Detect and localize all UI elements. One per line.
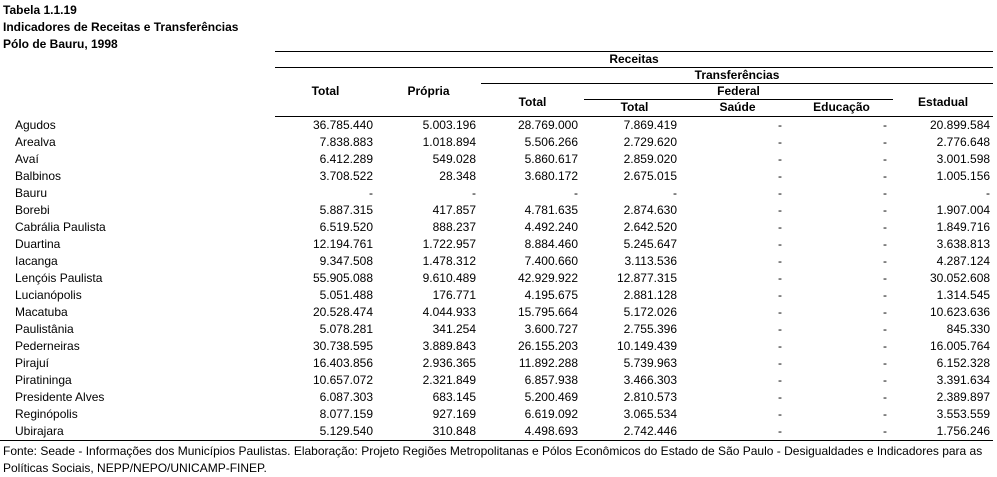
- cell-federal-total: 3.466.303: [623, 373, 677, 387]
- cell-propria: 341.254: [432, 322, 476, 336]
- cell-transf-total: -: [574, 186, 578, 200]
- cell-educacao: -: [883, 152, 887, 166]
- cell-saude: -: [778, 305, 782, 319]
- cell-municipio: Agudos: [15, 117, 56, 132]
- cell-estadual: 3.638.813: [936, 237, 991, 251]
- cell-total: -: [369, 186, 373, 200]
- cell-propria: 176.771: [432, 288, 476, 302]
- cell-saude: -: [778, 271, 782, 285]
- cell-saude: -: [778, 152, 782, 166]
- source-note: Fonte: Seade - Informações dos Municípios Paulistas. Elaboração: Projeto Regiões Metropolitanas e Pólos Econômicos do Estado de São Paulo - Desigualdades e Indicadores para as Políticas Sociais, NEPP/NEPO/UNICAMP-FINEP.: [3, 444, 983, 475]
- cell-municipio: Cabrália Paulista: [15, 220, 106, 234]
- table-titles: [3, 2, 238, 53]
- table-row: [0, 321, 993, 338]
- table-row: [0, 389, 993, 406]
- cell-saude: -: [685, 423, 790, 441]
- cell-estadual: 16.005.764: [929, 339, 991, 353]
- table-subtitle: Pólo de Bauru, 1998: [3, 37, 118, 51]
- cell-total: 55.905.088: [312, 271, 373, 285]
- cell-federal-total: 5.172.026: [623, 305, 677, 319]
- cell-saude: -: [778, 118, 782, 132]
- cell-federal-total: 12.877.315: [616, 271, 677, 285]
- cell-municipio: Pederneiras: [15, 339, 80, 353]
- table-row: [0, 151, 993, 168]
- cell-saude: -: [778, 203, 782, 217]
- cell-federal-total: 2.642.520: [623, 220, 677, 234]
- cell-propria: 1.722.957: [422, 237, 476, 251]
- cell-saude: -: [778, 237, 782, 251]
- cell-federal-total: 2.874.630: [623, 203, 677, 217]
- cell-transf-total: 7.400.660: [524, 254, 578, 268]
- cell-educacao: -: [883, 169, 887, 183]
- cell-estadual: 1.907.004: [936, 203, 991, 217]
- cell-transf-total: 3.600.727: [524, 322, 578, 336]
- cell-federal-total: 2.810.573: [623, 390, 677, 404]
- table-row: [0, 202, 993, 219]
- cell-federal-total: 2.755.396: [623, 322, 677, 336]
- cell-educacao: -: [883, 237, 887, 251]
- cell-total: 36.785.440: [312, 118, 373, 132]
- cell-estadual: 2.776.648: [936, 135, 991, 149]
- header-estadual: Estadual: [918, 95, 969, 109]
- cell-municipio: Pirajuí: [15, 356, 50, 370]
- cell-propria: 417.857: [432, 203, 476, 217]
- cell-estadual: 1.005.156: [936, 169, 991, 183]
- cell-saude: -: [778, 356, 782, 370]
- cell-educacao: -: [790, 423, 893, 441]
- cell-total: 5.887.315: [319, 203, 373, 217]
- cell-saude: -: [778, 220, 782, 234]
- cell-total: 12.194.761: [312, 237, 373, 251]
- header-total: Total: [311, 84, 340, 98]
- cell-educacao: -: [883, 322, 887, 336]
- header-federal: Federal: [584, 84, 893, 100]
- cell-educacao: -: [883, 220, 887, 234]
- cell-educacao: -: [883, 203, 887, 217]
- cell-total: 6.412.289: [319, 152, 373, 166]
- table-row: [0, 253, 993, 270]
- cell-educacao: -: [883, 407, 887, 421]
- cell-transf-total: 42.929.922: [517, 271, 578, 285]
- cell-municipio: Balbinos: [15, 169, 62, 183]
- cell-transf-total: 5.860.617: [524, 152, 578, 166]
- cell-saude: -: [778, 169, 782, 183]
- cell-municipio: Arealva: [15, 135, 56, 149]
- cell-federal-total: 2.729.620: [623, 135, 677, 149]
- table-row: [0, 168, 993, 185]
- cell-total: 16.403.856: [312, 356, 373, 370]
- cell-transf-total: 11.892.288: [518, 356, 578, 370]
- cell-propria: -: [472, 186, 476, 200]
- cell-federal-total: 2.675.015: [623, 169, 677, 183]
- header-federal-total: Total: [620, 100, 649, 114]
- cell-transf-total: 15.795.664: [517, 305, 578, 319]
- cell-municipio: Lençóis Paulista: [15, 271, 103, 285]
- cell-total: 6.087.303: [319, 390, 373, 404]
- cell-educacao: -: [883, 356, 887, 370]
- cell-municipio: Piratininga: [15, 373, 72, 387]
- cell-transf-total: 4.195.675: [524, 288, 578, 302]
- cell-saude: -: [778, 254, 782, 268]
- cell-municipio: Bauru: [15, 186, 48, 200]
- header-saude: Saúde: [719, 100, 756, 114]
- cell-propria: 888.237: [432, 220, 476, 234]
- cell-saude: -: [778, 186, 782, 200]
- cell-propria: 4.044.933: [422, 305, 476, 319]
- cell-transf-total: 6.857.938: [524, 373, 578, 387]
- cell-educacao: -: [883, 271, 887, 285]
- cell-educacao: -: [883, 186, 887, 200]
- cell-federal-total: 2.881.128: [623, 288, 677, 302]
- header-educacao: Educação: [813, 100, 870, 114]
- cell-saude: -: [778, 407, 782, 421]
- cell-saude: -: [778, 373, 782, 387]
- cell-federal-total: 3.113.536: [624, 254, 677, 268]
- table-body: [0, 117, 993, 441]
- cell-propria: 1.018.894: [422, 135, 476, 149]
- table-row: [0, 270, 993, 287]
- cell-total: 3.708.522: [319, 169, 373, 183]
- table-title: Indicadores de Receitas e Transferências: [3, 20, 239, 34]
- cell-educacao: -: [883, 373, 887, 387]
- cell-federal-total: 5.245.647: [623, 237, 677, 251]
- cell-propria: 2.936.365: [422, 356, 476, 370]
- cell-transf-total: 5.506.266: [524, 135, 578, 149]
- cell-municipio: Ubirajara: [0, 423, 275, 441]
- table-row: [0, 134, 993, 151]
- cell-total: 20.528.474: [312, 305, 373, 319]
- cell-educacao: -: [883, 254, 887, 268]
- cell-federal-total: 2.859.020: [623, 152, 677, 166]
- cell-municipio: Presidente Alves: [15, 390, 105, 404]
- cell-educacao: -: [883, 305, 887, 319]
- header-transferencias: Transferências: [481, 68, 993, 84]
- cell-total: 8.077.159: [319, 407, 373, 421]
- cell-transf-total: 4.781.635: [524, 203, 578, 217]
- cell-estadual: 10.623.636: [929, 305, 991, 319]
- cell-estadual: 6.152.328: [936, 356, 991, 370]
- cell-estadual: 3.001.598: [936, 152, 991, 166]
- cell-total: 30.738.595: [312, 339, 373, 353]
- cell-educacao: -: [883, 288, 887, 302]
- cell-total: 10.657.072: [312, 373, 373, 387]
- cell-estadual: 1.756.246: [893, 423, 993, 441]
- cell-estadual: 20.899.584: [929, 118, 991, 132]
- cell-federal-total: 3.065.534: [623, 407, 677, 421]
- cell-transf-total: 28.769.000: [517, 118, 578, 132]
- cell-propria: 310.848: [376, 423, 481, 441]
- table-row: [0, 287, 993, 304]
- header-propria: Própria: [407, 84, 450, 98]
- cell-estadual: 845.330: [946, 322, 991, 336]
- table-row: [0, 355, 993, 372]
- cell-municipio: Macatuba: [15, 305, 68, 319]
- cell-propria: 2.321.849: [422, 373, 476, 387]
- cell-propria: 28.348: [439, 169, 476, 183]
- cell-estadual: 2.389.897: [936, 390, 991, 404]
- table-row: [0, 406, 993, 423]
- cell-federal-total: -: [673, 186, 677, 200]
- cell-propria: 9.610.489: [422, 271, 476, 285]
- cell-transf-total: 6.619.092: [524, 407, 578, 421]
- cell-transf-total: 26.155.203: [517, 339, 578, 353]
- cell-transf-total: 4.492.240: [524, 220, 578, 234]
- cell-estadual: 1.314.545: [936, 288, 991, 302]
- cell-propria: 549.028: [432, 152, 476, 166]
- header-receitas: Receitas: [275, 52, 993, 68]
- cell-propria: 1.478.312: [422, 254, 476, 268]
- table-header: [0, 52, 993, 117]
- cell-transf-total: 5.200.469: [524, 390, 578, 404]
- table-row: [0, 423, 993, 441]
- revenue-table: [0, 51, 993, 441]
- cell-saude: -: [778, 322, 782, 336]
- cell-propria: 3.889.843: [422, 339, 476, 353]
- cell-municipio: Paulistânia: [15, 322, 74, 336]
- cell-saude: -: [778, 288, 782, 302]
- header-corner: [0, 52, 275, 68]
- cell-transf-total: 4.498.693: [481, 423, 584, 441]
- cell-municipio: Duartina: [15, 237, 61, 251]
- cell-municipio: Avaí: [15, 152, 39, 166]
- cell-saude: -: [778, 390, 782, 404]
- cell-educacao: -: [883, 135, 887, 149]
- cell-educacao: -: [883, 339, 887, 353]
- cell-municipio: Iacanga: [15, 254, 58, 268]
- cell-transf-total: 3.680.172: [524, 169, 578, 183]
- cell-total: 5.078.281: [319, 322, 373, 336]
- cell-municipio: Lucianópolis: [15, 288, 82, 302]
- cell-total: 9.347.508: [319, 254, 373, 268]
- cell-estadual: -: [986, 186, 991, 200]
- table-row: [0, 236, 993, 253]
- table-row: [0, 185, 993, 202]
- cell-estadual: 3.391.634: [936, 373, 991, 387]
- cell-propria: 5.003.196: [422, 118, 476, 132]
- table-row: [0, 338, 993, 355]
- cell-total: 5.051.488: [319, 288, 373, 302]
- cell-transf-total: 8.884.460: [524, 237, 578, 251]
- cell-federal-total: 7.869.419: [623, 118, 677, 132]
- cell-municipio: Borebi: [15, 203, 50, 217]
- table-row: [0, 304, 993, 321]
- cell-estadual: 30.052.608: [929, 271, 991, 285]
- cell-educacao: -: [883, 390, 887, 404]
- header-transf-total: Total: [518, 95, 547, 109]
- cell-federal-total: 10.149.439: [616, 339, 677, 353]
- cell-total: 7.838.883: [319, 135, 373, 149]
- cell-estadual: 4.287.124: [936, 254, 991, 268]
- cell-propria: 927.169: [432, 407, 476, 421]
- cell-saude: -: [778, 135, 782, 149]
- cell-total: 5.129.540: [275, 423, 376, 441]
- cell-municipio: Reginópolis: [15, 407, 78, 421]
- cell-propria: 683.145: [432, 390, 476, 404]
- cell-saude: -: [778, 339, 782, 353]
- table-number: Tabela 1.1.19: [3, 3, 77, 17]
- table-row: [0, 117, 993, 135]
- cell-federal-total: 5.739.963: [623, 356, 677, 370]
- table-row: [0, 219, 993, 236]
- cell-educacao: -: [883, 118, 887, 132]
- table-row: [0, 372, 993, 389]
- header-municipio: [0, 68, 275, 117]
- cell-estadual: 1.849.716: [936, 220, 991, 234]
- cell-total: 6.519.520: [319, 220, 373, 234]
- cell-estadual: 3.553.559: [936, 407, 991, 421]
- cell-federal-total: 2.742.446: [584, 423, 685, 441]
